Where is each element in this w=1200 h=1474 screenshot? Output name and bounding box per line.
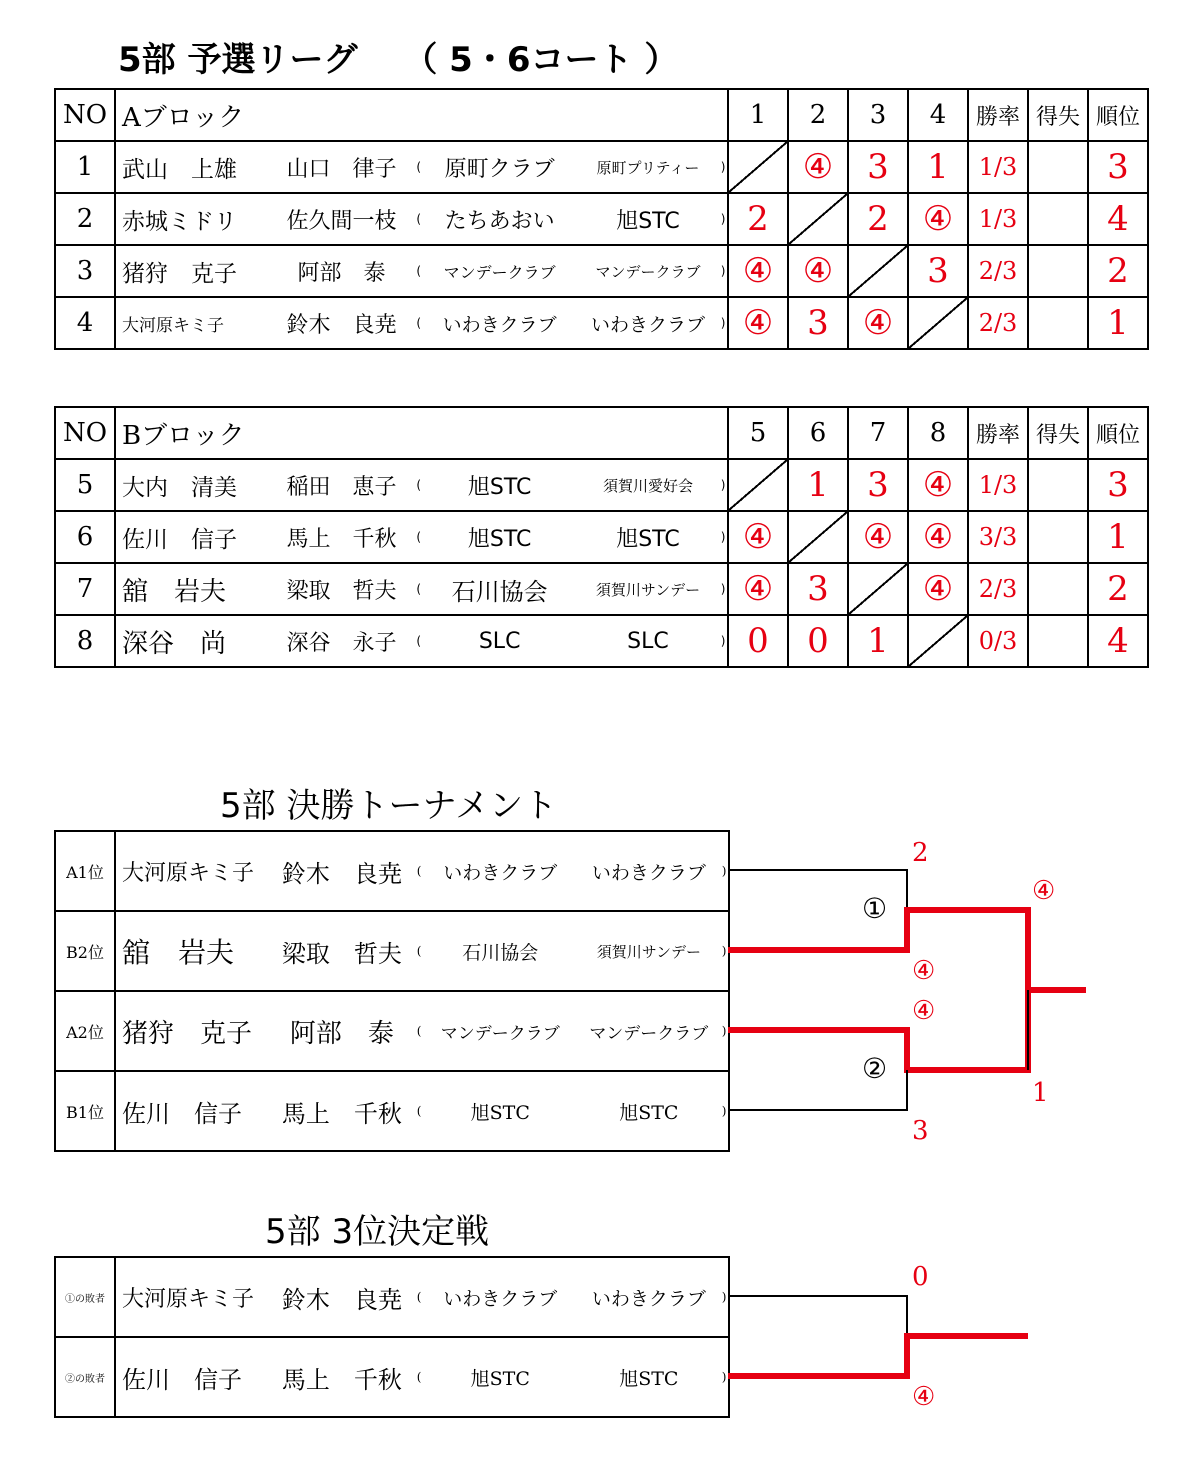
col-header: 6 bbox=[788, 407, 848, 459]
rank: 3 bbox=[1088, 141, 1148, 193]
player-2: 山口 律子 bbox=[286, 156, 397, 182]
club-1: いわきクラブ bbox=[443, 861, 558, 884]
col-header: 4 bbox=[908, 89, 968, 141]
win-rate-header: 勝率 bbox=[968, 407, 1028, 459]
bracket-close: ) bbox=[720, 478, 726, 492]
row-no: 8 bbox=[55, 615, 115, 667]
club-2: 須賀川サンデー bbox=[596, 942, 701, 961]
win-rate: 2/3 bbox=[968, 297, 1028, 349]
player-2: 鈴木 良尭 bbox=[286, 312, 397, 338]
club-1: いわきクラブ bbox=[442, 313, 557, 336]
bracket-open: ( bbox=[416, 530, 421, 544]
player-2: 深谷 永子 bbox=[286, 630, 397, 656]
col-header: 7 bbox=[848, 407, 908, 459]
score-cell: ④ bbox=[728, 297, 788, 349]
club-1: 旭STC bbox=[470, 1367, 530, 1390]
col-header: 3 bbox=[848, 89, 908, 141]
score-cell: 0 bbox=[728, 615, 788, 667]
club-1: マンデークラブ bbox=[443, 262, 556, 282]
row-no: 3 bbox=[55, 245, 115, 297]
player-2: 佐久間一枝 bbox=[286, 208, 397, 234]
match1-top-score: 2 bbox=[912, 838, 929, 868]
score-cell: ④ bbox=[848, 297, 908, 349]
bracket-open: ( bbox=[416, 582, 421, 596]
final-bottom-score: 1 bbox=[1032, 1078, 1049, 1108]
win-rate: 0/3 bbox=[968, 615, 1028, 667]
club-2: SLC bbox=[627, 628, 669, 654]
score-cell: 3 bbox=[788, 297, 848, 349]
score-cell: ④ bbox=[788, 141, 848, 193]
player-1: 大河原キミ子 bbox=[122, 315, 224, 336]
player-1: 赤城ミドリ bbox=[122, 208, 237, 235]
win-rate: 1/3 bbox=[968, 193, 1028, 245]
player-1: 大河原キミ子 bbox=[122, 1286, 255, 1312]
score-cell: 2 bbox=[728, 193, 788, 245]
bracket-close: ) bbox=[720, 264, 726, 278]
bracket-open: ( bbox=[416, 160, 421, 174]
club-1: 旭STC bbox=[467, 526, 532, 552]
seed-label: A1位 bbox=[55, 831, 115, 911]
score-cell: 1 bbox=[908, 141, 968, 193]
score-cell: ④ bbox=[908, 193, 968, 245]
club-2: マンデークラブ bbox=[595, 262, 701, 281]
match2-top-score: ④ bbox=[912, 996, 936, 1026]
bracket-open: ( bbox=[416, 864, 422, 878]
bracket-open: ( bbox=[416, 264, 421, 278]
win-rate: 3/3 bbox=[968, 511, 1028, 563]
rank: 4 bbox=[1088, 193, 1148, 245]
bracket-open: ( bbox=[416, 212, 421, 226]
rank: 4 bbox=[1088, 615, 1148, 667]
club-1: SLC bbox=[478, 628, 521, 654]
bracket-line-third-win bbox=[728, 1336, 1028, 1376]
score-cell: 3 bbox=[848, 459, 908, 511]
club-1: 原町クラブ bbox=[444, 156, 555, 182]
bracket-open: ( bbox=[416, 1370, 422, 1384]
player-2: 梁取 哲夫 bbox=[286, 578, 397, 604]
score-cell: ④ bbox=[908, 511, 968, 563]
point-diff-header: 得失 bbox=[1028, 407, 1088, 459]
club-2: 旭STC bbox=[619, 1101, 679, 1124]
win-rate: 1/3 bbox=[968, 141, 1028, 193]
match1-bottom-score: ④ bbox=[912, 956, 936, 986]
rank-header: 順位 bbox=[1088, 89, 1148, 141]
bracket-close: ) bbox=[720, 212, 726, 226]
bracket-open: ( bbox=[416, 316, 421, 330]
row-no: 6 bbox=[55, 511, 115, 563]
score-cell: ④ bbox=[908, 459, 968, 511]
player-2: 馬上 千秋 bbox=[281, 1099, 402, 1128]
player-2: 阿部 泰 bbox=[297, 260, 386, 286]
bracket-close: ) bbox=[720, 316, 726, 330]
player-1: 猪狩 克子 bbox=[122, 260, 237, 287]
score-cell: 1 bbox=[788, 459, 848, 511]
bracket-close: ) bbox=[721, 1290, 727, 1304]
third-place-title: 5部 3位決定戦 bbox=[265, 1212, 490, 1252]
player-1: 大内 清美 bbox=[122, 474, 237, 501]
score-cell: ④ bbox=[728, 245, 788, 297]
row-no: 1 bbox=[55, 141, 115, 193]
rank: 1 bbox=[1088, 511, 1148, 563]
block-a-name: Aブロック bbox=[115, 89, 728, 141]
win-rate: 2/3 bbox=[968, 563, 1028, 615]
prelim-title: 5部 予選リーグ （ 5・6コート ） bbox=[118, 40, 679, 80]
bracket-close: ) bbox=[720, 160, 726, 174]
club-2: マンデークラブ bbox=[589, 1023, 709, 1044]
player-1: 舘 岩夫 bbox=[122, 936, 235, 969]
final-title: 5部 決勝トーナメント bbox=[220, 786, 558, 826]
player-2: 馬上 千秋 bbox=[281, 1365, 402, 1394]
player-2: 稲田 恵子 bbox=[286, 474, 397, 500]
bracket-close: ) bbox=[720, 530, 726, 544]
bracket-open: ( bbox=[416, 1290, 422, 1304]
rank: 2 bbox=[1088, 563, 1148, 615]
score-cell: 2 bbox=[848, 193, 908, 245]
col-header: 1 bbox=[728, 89, 788, 141]
no-header: NO bbox=[55, 407, 115, 459]
seed-label: B1位 bbox=[55, 1071, 115, 1151]
score-cell: ④ bbox=[848, 511, 908, 563]
row-no: 2 bbox=[55, 193, 115, 245]
club-2: いわきクラブ bbox=[591, 861, 706, 884]
club-2: 旭STC bbox=[619, 1367, 679, 1390]
score-cell: 3 bbox=[788, 563, 848, 615]
player-2: 梁取 哲夫 bbox=[281, 939, 402, 968]
row-no: 7 bbox=[55, 563, 115, 615]
score-cell: ④ bbox=[788, 245, 848, 297]
bracket-close: ) bbox=[721, 864, 727, 878]
bracket-line-third-top bbox=[728, 1296, 907, 1336]
club-2: いわきクラブ bbox=[591, 1287, 706, 1310]
bracket-close: ) bbox=[720, 634, 726, 648]
score-cell: ④ bbox=[908, 563, 968, 615]
win-rate: 2/3 bbox=[968, 245, 1028, 297]
match2-bottom-score: 3 bbox=[912, 1116, 929, 1146]
club-1: たちあおい bbox=[444, 208, 555, 234]
score-cell: ④ bbox=[728, 511, 788, 563]
point-diff-header: 得失 bbox=[1028, 89, 1088, 141]
club-2: 須賀川愛好会 bbox=[602, 476, 693, 495]
score-cell: 1 bbox=[848, 615, 908, 667]
seed-label: ②の敗者 bbox=[55, 1337, 115, 1417]
bracket-close: ) bbox=[721, 944, 727, 958]
club-2: 旭STC bbox=[616, 208, 680, 234]
club-1: 旭STC bbox=[470, 1101, 530, 1124]
bracket-close: ) bbox=[721, 1104, 727, 1118]
no-header: NO bbox=[55, 89, 115, 141]
club-1: マンデークラブ bbox=[440, 1023, 560, 1044]
final-top-score: ④ bbox=[1032, 876, 1056, 906]
club-1: いわきクラブ bbox=[443, 1287, 558, 1310]
player-2: 鈴木 良尭 bbox=[281, 859, 402, 888]
bracket-close: ) bbox=[720, 582, 726, 596]
score-cell: 0 bbox=[788, 615, 848, 667]
bracket-open: ( bbox=[416, 1024, 422, 1038]
col-header: 5 bbox=[728, 407, 788, 459]
bracket-open: ( bbox=[416, 1104, 422, 1118]
win-rate-header: 勝率 bbox=[968, 89, 1028, 141]
bracket-open: ( bbox=[416, 478, 421, 492]
player-1: 佐川 信子 bbox=[122, 1099, 242, 1128]
col-header: 2 bbox=[788, 89, 848, 141]
win-rate: 1/3 bbox=[968, 459, 1028, 511]
bracket-close: ) bbox=[721, 1024, 727, 1038]
player-1: 猪狩 克子 bbox=[122, 1018, 253, 1049]
bracket-close: ) bbox=[721, 1370, 727, 1384]
club-2: 須賀川サンデー bbox=[595, 580, 701, 599]
score-cell: 3 bbox=[908, 245, 968, 297]
third-bottom-score: ④ bbox=[912, 1382, 936, 1412]
player-1: 佐川 信子 bbox=[122, 1365, 242, 1394]
row-no: 4 bbox=[55, 297, 115, 349]
score-cell: 3 bbox=[848, 141, 908, 193]
match1-label: ① bbox=[862, 892, 888, 925]
seed-label: A2位 bbox=[55, 991, 115, 1071]
match2-label: ② bbox=[862, 1052, 888, 1085]
club-1: 旭STC bbox=[467, 474, 532, 500]
bracket-open: ( bbox=[416, 944, 422, 958]
player-1: 佐川 信子 bbox=[122, 526, 237, 553]
player-1: 舘 岩夫 bbox=[122, 576, 227, 607]
score-cell: ④ bbox=[728, 563, 788, 615]
club-2: 旭STC bbox=[616, 526, 680, 552]
seed-label: ①の敗者 bbox=[55, 1257, 115, 1337]
bracket-open: ( bbox=[416, 634, 421, 648]
rank: 2 bbox=[1088, 245, 1148, 297]
club-1: 石川協会 bbox=[451, 577, 548, 606]
rank: 1 bbox=[1088, 297, 1148, 349]
player-2: 鈴木 良尭 bbox=[281, 1285, 402, 1314]
rank: 3 bbox=[1088, 459, 1148, 511]
rank-header: 順位 bbox=[1088, 407, 1148, 459]
player-1: 武山 上雄 bbox=[122, 156, 237, 183]
col-header: 8 bbox=[908, 407, 968, 459]
club-2: 原町プリティー bbox=[596, 158, 700, 177]
seed-label: B2位 bbox=[55, 911, 115, 991]
club-1: 石川協会 bbox=[462, 941, 539, 964]
club-2: いわきクラブ bbox=[590, 313, 705, 336]
player-2: 阿部 泰 bbox=[289, 1018, 394, 1049]
player-1: 深谷 尚 bbox=[122, 628, 227, 659]
third-top-score: 0 bbox=[912, 1262, 929, 1292]
bracket-line-b2-win bbox=[728, 910, 1086, 990]
player-1: 大河原キミ子 bbox=[122, 860, 255, 886]
player-2: 馬上 千秋 bbox=[286, 526, 397, 552]
row-no: 5 bbox=[55, 459, 115, 511]
block-b-name: Bブロック bbox=[115, 407, 728, 459]
